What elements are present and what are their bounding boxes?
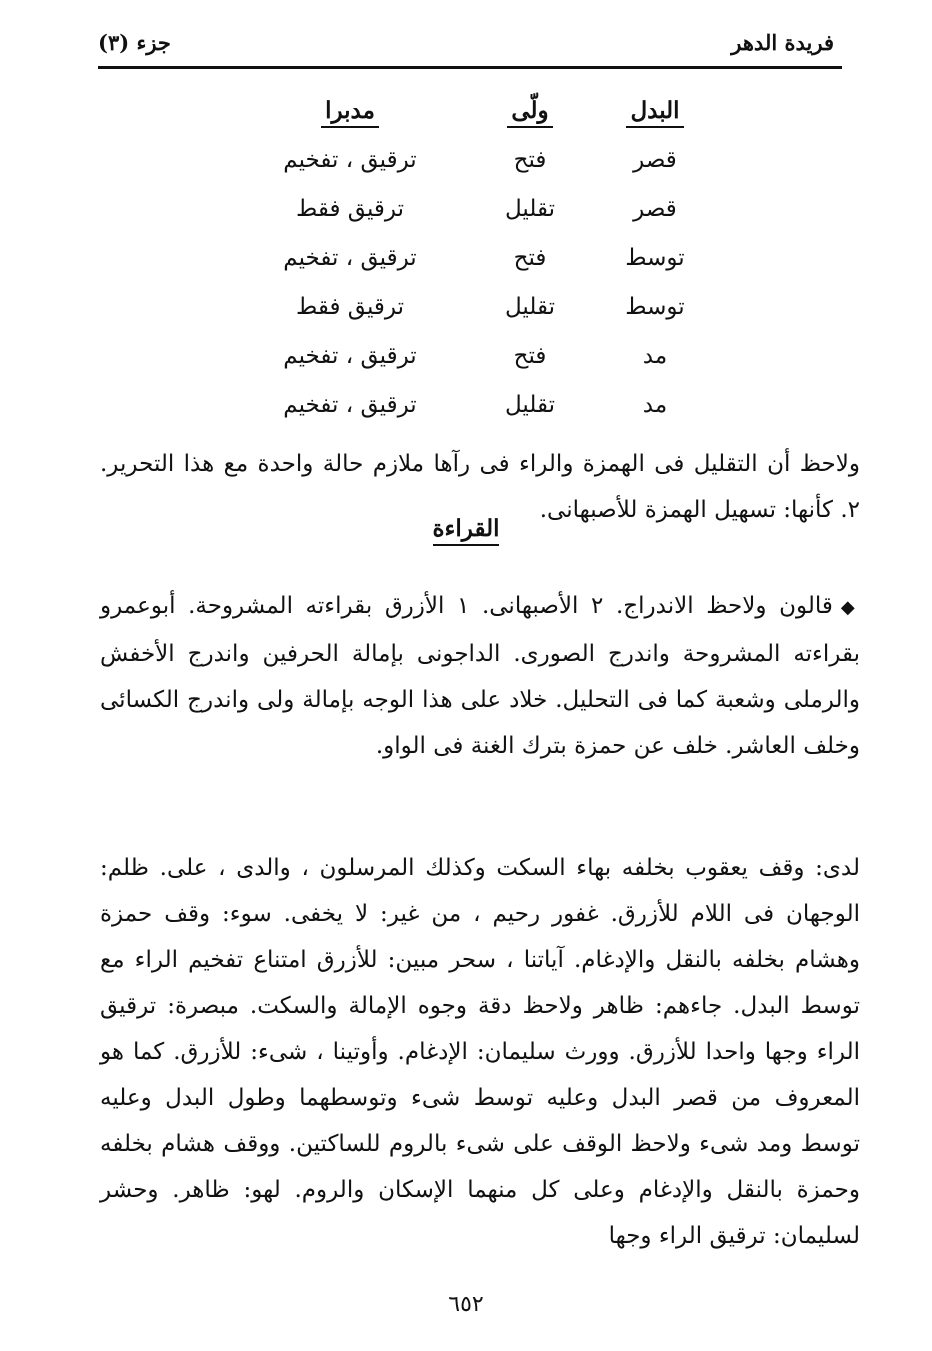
table-cell: ترقيق ، تفخيم xyxy=(283,342,417,369)
table-header-mudbiran: مدبرا xyxy=(321,97,379,128)
table-row xyxy=(240,184,710,233)
table-cell: مد xyxy=(642,391,668,418)
table-cell: فتح xyxy=(513,146,547,173)
table-row xyxy=(240,380,710,429)
table-row xyxy=(240,282,710,331)
page-header xyxy=(98,22,834,62)
table-cell: فتح xyxy=(513,244,547,271)
table-cell: مد xyxy=(642,342,668,369)
table-cell: ترقيق فقط xyxy=(296,293,404,320)
page-number: ٦٥٢ xyxy=(448,1292,484,1317)
table-row xyxy=(240,135,710,184)
book-title: فريدة الدهر xyxy=(731,29,834,55)
section-heading-text: القراءة xyxy=(433,515,500,546)
table-row xyxy=(240,331,710,380)
table-cell: ترقيق فقط xyxy=(296,195,404,222)
section-heading xyxy=(0,515,932,542)
part-label: جزء (٣) xyxy=(98,29,171,55)
words-paragraph: لدى: وقف يعقوب بخلفه بهاء السكت وكذلك المرسلون ، والدى ، على. ظلم: الوجهان فى اللام للأزرق. غفور رحيم ، من غير: لا يخفى. سوء: وقف حمزة وهشام بخلفه بالنقل والإدغام. آياتنا ، سحر مبين: للأزرق امتناع تفخيم الراء مع توسط البدل. جاءهم: ظاهر ولاحظ دقة وجوه الإمالة والسكت. مبصرة: ترقيق الراء وجها واحدا للأزرق. وورث سليمان: الإدغام. وأوتينا ، شىء: للأزرق. كما هو المعروف من قصر البدل وعليه توسط شىء وتوسطهما وطول البدل وعليه توسط ومد شىء ولاحظ الوقف على شىء بالروم للساكتين. ووقف هشام بخلفه وحمزة بالنقل والإدغام وعلى كل منهما الإسكان والروم. لهو: ظاهر. وحشر لسليمان: ترقيق الراء وجها xyxy=(100,855,860,1249)
qiraa-paragraph xyxy=(100,583,860,769)
table-cell: تقليل xyxy=(504,391,555,418)
table-header-badal: البدل xyxy=(626,97,683,128)
variants-table xyxy=(240,86,710,429)
table-cell: ترقيق ، تفخيم xyxy=(283,146,417,173)
table-header-walla: ولّى xyxy=(507,97,552,128)
table-cell: توسط xyxy=(625,244,685,271)
header-divider xyxy=(98,66,842,69)
table-cell: ترقيق ، تفخيم xyxy=(283,244,417,271)
note-paragraph: ولاحظ أن التقليل فى الهمزة والراء فى رآها ملازم حالة واحدة مع هذا التحرير. ٢. كأنها: تسهيل الهمزة للأصبهانى. xyxy=(100,451,860,523)
qiraa-text: قالون ولاحظ الاندراج. ٢ الأصبهانى. ١ الأزرق بقراءته المشروحة. أبوعمرو بقراءته المشروحة واندرج الصورى. الداجونى بإمالة الحرفين واندرج الأخفش والرملى وشعبة كما فى التحليل. خلاد على هذا الوجه بإمالة ولى واندرج الكسائى وخلف العاشر. خلف عن حمزة بترك الغنة فى الواو. xyxy=(100,593,860,759)
table-cell: ترقيق ، تفخيم xyxy=(283,391,417,418)
table-cell: فتح xyxy=(513,342,547,369)
table-cell: قصر xyxy=(633,195,677,222)
table-cell: تقليل xyxy=(504,293,555,320)
diamond-bullet-icon: ◆ xyxy=(840,597,860,618)
table-cell: قصر xyxy=(633,146,677,173)
table-row xyxy=(240,233,710,282)
table-cell: توسط xyxy=(625,293,685,320)
table-cell: تقليل xyxy=(504,195,555,222)
table-header-row xyxy=(240,86,710,135)
